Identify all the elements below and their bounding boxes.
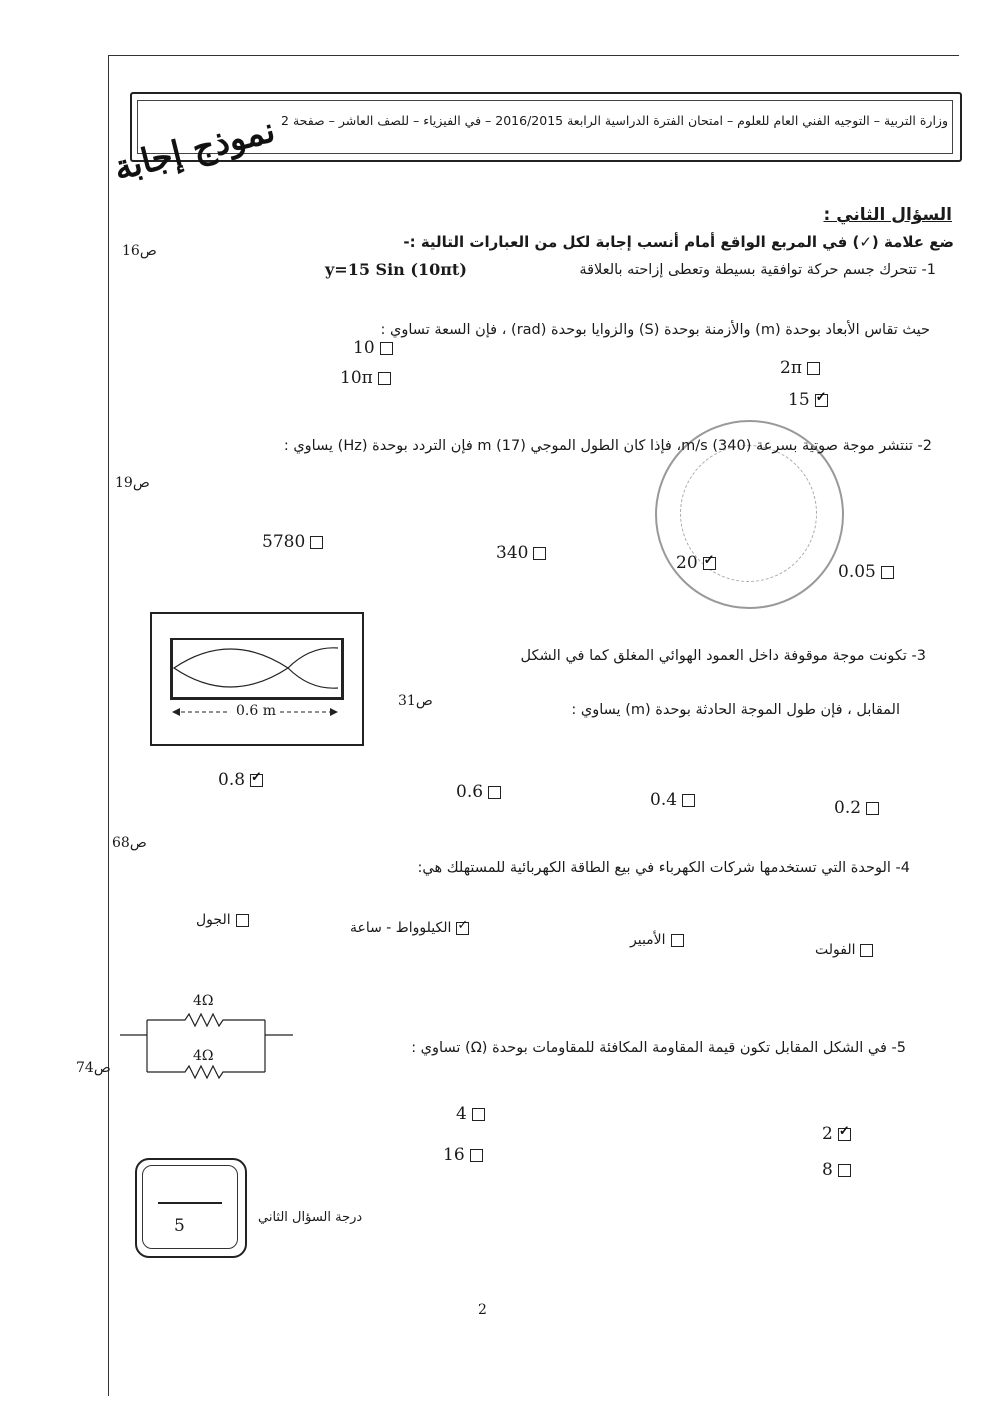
score-divider	[158, 1202, 222, 1204]
resistor-top-label: 4Ω	[193, 993, 214, 1009]
page-ref-q1: ص16	[122, 243, 157, 259]
q3-option[interactable]	[456, 782, 501, 802]
q4-option[interactable]	[196, 912, 249, 928]
q4-option[interactable]	[815, 942, 873, 958]
checkbox[interactable]	[671, 934, 684, 947]
checkbox[interactable]	[310, 536, 323, 549]
q3-option[interactable]	[650, 790, 695, 810]
header-text: وزارة التربية – التوجيه الفني العام للعلوم – امتحان الفترة الدراسية الرابعة 2016/2015 – في الفيزياء – للصف العاشر – صفحة 2	[281, 113, 948, 128]
q3-option[interactable]	[834, 798, 879, 818]
option-label: الكيلوواط - ساعة	[350, 920, 452, 936]
checkbox[interactable]	[682, 794, 695, 807]
option-label: 0.4	[650, 790, 678, 810]
option-label: 0.2	[834, 798, 862, 818]
q5-option[interactable]	[443, 1145, 483, 1165]
wave-loop	[174, 649, 288, 687]
page-ref-q5: ص74	[76, 1060, 111, 1076]
q5-option[interactable]	[822, 1124, 851, 1144]
q1-option[interactable]	[353, 338, 393, 358]
page-ref-q3: ص31	[398, 693, 433, 709]
checkbox[interactable]	[881, 566, 894, 579]
checked-checkbox[interactable]	[456, 922, 469, 935]
option-label: 10	[353, 338, 375, 358]
score-value: 5	[174, 1216, 185, 1236]
resistor-top	[147, 1014, 265, 1026]
q2-text: 2- تنتشر موجة صوتية بسرعة (340) m/s، فإذا كان الطول الموجي m (17) فإن التردد بوحدة (Hz) يساوي :	[283, 438, 932, 454]
q3-text-line2: المقابل ، فإن طول الموجة الحادثة بوحدة (m) يساوي :	[571, 702, 900, 718]
checked-checkbox[interactable]	[250, 774, 263, 787]
q5-text: 5- في الشكل المقابل تكون قيمة المقاومة المكافئة للمقاومات بوحدة (Ω) تساوي :	[411, 1040, 906, 1056]
q1-option[interactable]	[780, 358, 820, 378]
q4-option[interactable]	[630, 932, 684, 948]
q2-option[interactable]	[676, 553, 716, 573]
standing-wave-svg	[170, 638, 342, 700]
checkbox[interactable]	[866, 802, 879, 815]
option-label: 8	[822, 1160, 833, 1180]
section-title: السؤال الثاني :	[823, 205, 952, 225]
checkbox[interactable]	[472, 1108, 485, 1121]
option-label: 2	[822, 1124, 833, 1144]
q1-text-line2: حيث تقاس الأبعاد بوحدة (m) والأزمنة بوحدة (S) والزوايا بوحدة (rad) ، فإن السعة تساوي :	[380, 322, 930, 338]
answer-model-stamp: نموذج إجابة	[110, 110, 279, 189]
checkbox[interactable]	[378, 372, 391, 385]
checkbox[interactable]	[380, 342, 393, 355]
q1-option[interactable]	[788, 390, 828, 410]
resistor-bottom-label: 4Ω	[193, 1048, 214, 1064]
score-label: درجة السؤال الثاني	[258, 1210, 363, 1225]
option-label: 15	[788, 390, 810, 410]
q5-option[interactable]	[456, 1104, 485, 1124]
option-label: 10π	[340, 368, 373, 388]
option-label: الأمبير	[630, 932, 666, 948]
option-label: 16	[443, 1145, 465, 1165]
option-label: الجول	[196, 912, 231, 928]
option-label: 5780	[262, 532, 306, 552]
checkbox[interactable]	[807, 362, 820, 375]
q1-option[interactable]	[340, 368, 391, 388]
figure-length-label: 0.6 m	[236, 703, 276, 719]
wave-half-loop-top	[288, 648, 338, 668]
resistor-bottom	[147, 1066, 265, 1078]
q2-option[interactable]	[496, 543, 546, 563]
checked-checkbox[interactable]	[815, 394, 828, 407]
page-ref-q4: ص68	[112, 835, 147, 851]
page-number: 2	[478, 1302, 487, 1318]
checkbox[interactable]	[236, 914, 249, 927]
option-label: 0.8	[218, 770, 246, 790]
checkbox[interactable]	[838, 1164, 851, 1177]
q2-option[interactable]	[262, 532, 323, 552]
option-label: 0.05	[838, 562, 876, 582]
option-label: 0.6	[456, 782, 484, 802]
option-label: 20	[676, 553, 698, 573]
option-label: 4	[456, 1104, 467, 1124]
q1-equation: y=15 Sin (10πt)	[325, 260, 467, 279]
q4-option[interactable]	[350, 920, 469, 936]
q5-option[interactable]	[822, 1160, 851, 1180]
q4-text: 4- الوحدة التي تستخدمها شركات الكهرباء في بيع الطاقة الكهربائية للمستهلك هي:	[417, 860, 910, 876]
checkbox[interactable]	[860, 944, 873, 957]
checked-checkbox[interactable]	[703, 557, 716, 570]
section-instruction: ضع علامة (✓) في المربع الواقع أمام أنسب إجابة لكل من العبارات التالية :-	[403, 233, 954, 251]
checkbox[interactable]	[488, 786, 501, 799]
option-label: 340	[496, 543, 529, 563]
q1-text-line1: 1- تتحرك جسم حركة توافقية بسيطة وتعطى إزاحته بالعلاقة	[579, 262, 936, 278]
q3-option[interactable]	[218, 770, 263, 790]
option-label: الفولت	[815, 942, 856, 958]
option-label: 2π	[780, 358, 802, 378]
wave-half-loop-bottom	[288, 668, 338, 688]
q2-option[interactable]	[838, 562, 894, 582]
checkbox[interactable]	[533, 547, 546, 560]
checkbox[interactable]	[470, 1149, 483, 1162]
page-ref-q2: ص19	[115, 475, 150, 491]
score-box-inner	[142, 1165, 238, 1249]
checked-checkbox[interactable]	[838, 1128, 851, 1141]
q3-text-line1: 3- تكونت موجة موقوفة داخل العمود الهوائي المغلق كما في الشكل	[520, 648, 926, 664]
